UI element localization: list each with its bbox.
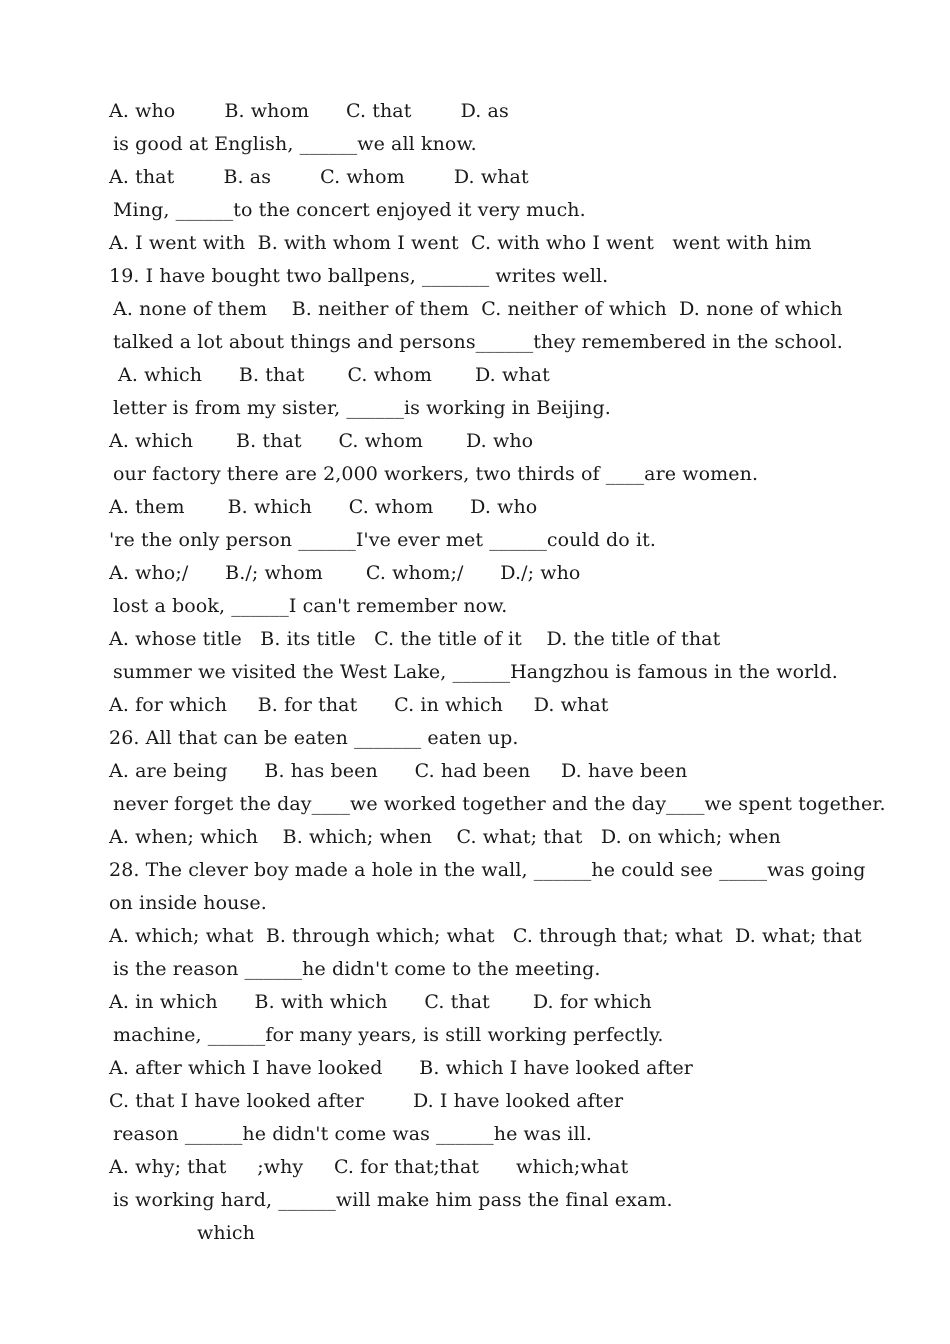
text-line: reason ______he didn't come was ______he was ill. bbox=[113, 1123, 593, 1145]
text-line: machine, ______for many years, is still working perfectly. bbox=[113, 1024, 664, 1046]
text-line: A. which B. that C. whom D. who bbox=[109, 430, 534, 452]
text-line: A. for which B. for that C. in which D. what bbox=[109, 694, 609, 716]
text-line: is working hard, ______will make him pass the final exam. bbox=[113, 1189, 673, 1211]
text-line: A. whose title B. its title C. the title of it D. the title of that bbox=[109, 628, 721, 650]
text-line: is the reason ______he didn't come to the meeting. bbox=[113, 958, 601, 980]
question-19: 19. I have bought two ballpens, _______ writes well. bbox=[109, 265, 609, 287]
text-line: A. after which I have looked B. which I have looked after bbox=[109, 1057, 693, 1079]
question-28: 28. The clever boy made a hole in the wall, ______he could see _____was going bbox=[109, 859, 866, 881]
text-line: A. I went with B. with whom I went C. with who I went went with him bbox=[109, 232, 812, 254]
text-line: talked a lot about things and persons______they remembered in the school. bbox=[113, 331, 843, 353]
text-line: our factory there are 2,000 workers, two thirds of ____are women. bbox=[113, 463, 759, 485]
text-line: is good at English, ______we all know. bbox=[113, 133, 477, 155]
text-line: A. in which B. with which C. that D. for which bbox=[109, 991, 652, 1013]
text-line: A. which; what B. through which; what C. through that; what D. what; that bbox=[109, 925, 862, 947]
text-line: never forget the day____we worked together and the day____we spent together. bbox=[113, 793, 886, 815]
question-26: 26. All that can be eaten _______ eaten up. bbox=[109, 727, 519, 749]
text-line: C. that I have looked after D. I have looked after bbox=[109, 1090, 624, 1112]
text-line: A. why; that ;why C. for that;that which;what bbox=[109, 1156, 629, 1178]
text-line: A. which B. that C. whom D. what bbox=[118, 364, 550, 386]
text-line: A. that B. as C. whom D. what bbox=[109, 166, 529, 188]
text-line: A. them B. which C. whom D. who bbox=[109, 496, 538, 518]
text-line: Ming, ______to the concert enjoyed it very much. bbox=[113, 199, 586, 221]
text-line: A. when; which B. which; when C. what; that D. on which; when bbox=[109, 826, 781, 848]
text-line: A. who;/ B./; whom C. whom;/ D./; who bbox=[109, 562, 581, 584]
text-line: on inside house. bbox=[109, 892, 267, 914]
exercise-text bbox=[0, 96, 950, 1251]
text-line: A. who B. whom C. that D. as bbox=[109, 100, 509, 122]
text-line: letter is from my sister, ______is working in Beijing. bbox=[113, 397, 611, 419]
text-line: lost a book, ______I can't remember now. bbox=[113, 595, 508, 617]
text-line: summer we visited the West Lake, ______Hangzhou is famous in the world. bbox=[113, 661, 838, 683]
text-line: 're the only person ______I've ever met ______could do it. bbox=[109, 529, 657, 551]
text-line: A. none of them B. neither of them C. neither of which D. none of which bbox=[113, 298, 843, 320]
text-line: A. are being B. has been C. had been D. have been bbox=[109, 760, 688, 782]
text-line: which bbox=[197, 1222, 255, 1244]
